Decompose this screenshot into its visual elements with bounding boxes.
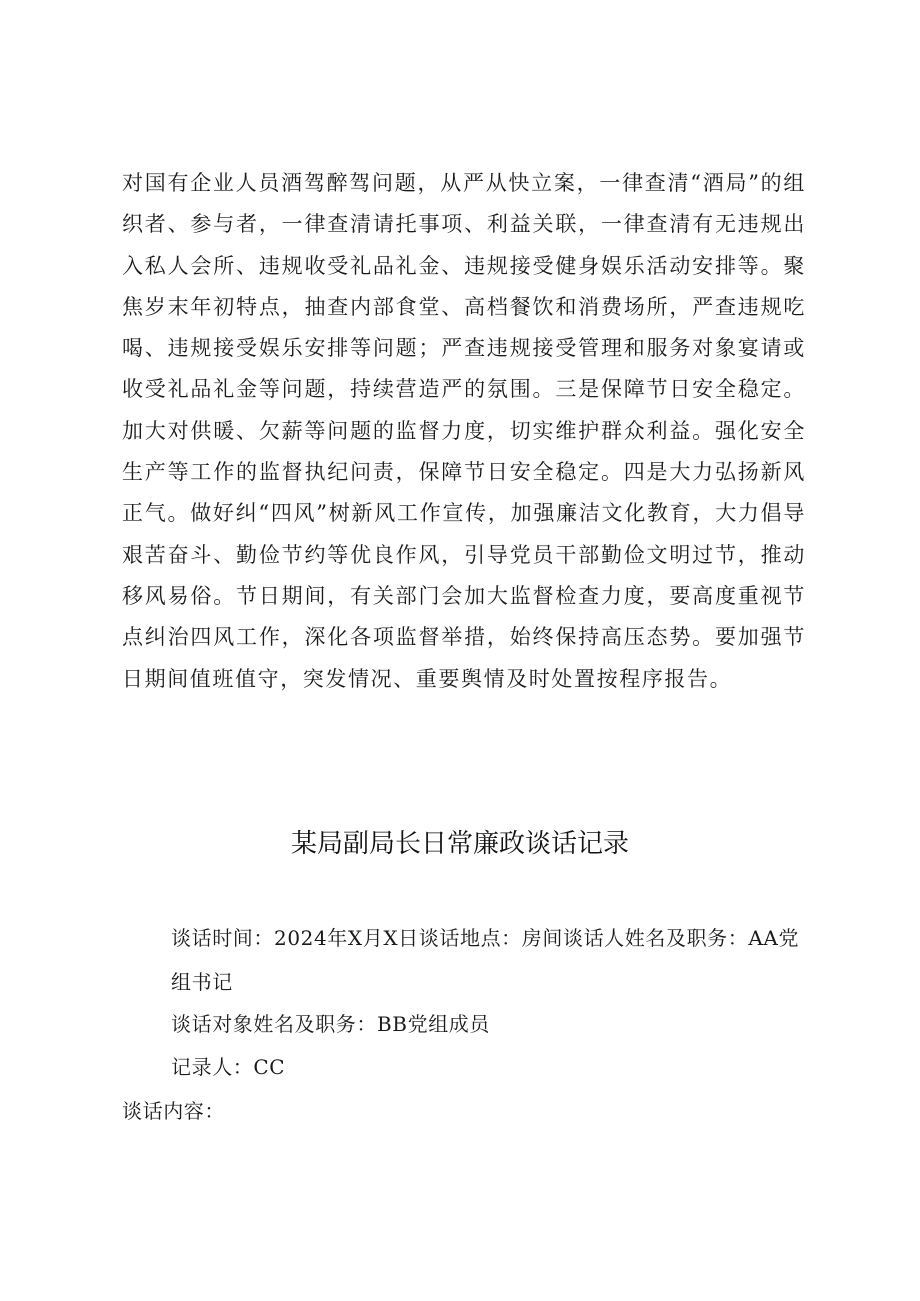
talk-time-place-speaker: 谈话时间：2024年X月X日谈话地点：房间谈话人姓名及职务：AA党组书记 [171,926,800,994]
recorder: 记录人：CC [171,1055,286,1079]
document-title: 某局副局长日常廉政谈话记录 [290,829,629,859]
talk-target: 谈话对象姓名及职务：BB党组成员 [171,1012,490,1036]
body-paragraph: 对国有企业人员酒驾醉驾问题，从严从快立案，一律查清“酒局”的组织者、参与者，一律查清请托事项、利益关联，一律查清有无违规出入私人会所、违规收受礼品礼金、违规接受健身娱乐活动安排等。聚焦岁末年初特点，抽查内部食堂、高档餐饮和消费场所，严查违规吃喝、违规接受娱乐安排等问题；严查违规接受管理和服务对象宴请或收受礼品礼金等问题，持续营造严的氛围。三是保障节日安全稳定。加大对供暖、欠薪等问题的监督力度，切实维护群众利益。强化安全生产等工作的监督执纪问责，保障节日安全稳定。四是大力弘扬新风正气。做好纠“四风”树新风工作宣传，加强廉洁文化教育，大力倡导艰苦奋斗、勤俭节约等优良作风，引导党员干部勤俭文明过节，推动移风易俗。节日期间，有关部门会加大监督检查力度，要高度重视节点纠治四风工作，深化各项监督举措，始终保持高压态势。要加强节日期间值班值守，突发情况、重要舆情及时处置按程序报告。 [122,171,806,691]
talk-content-label: 谈话内容： [122,1099,225,1123]
